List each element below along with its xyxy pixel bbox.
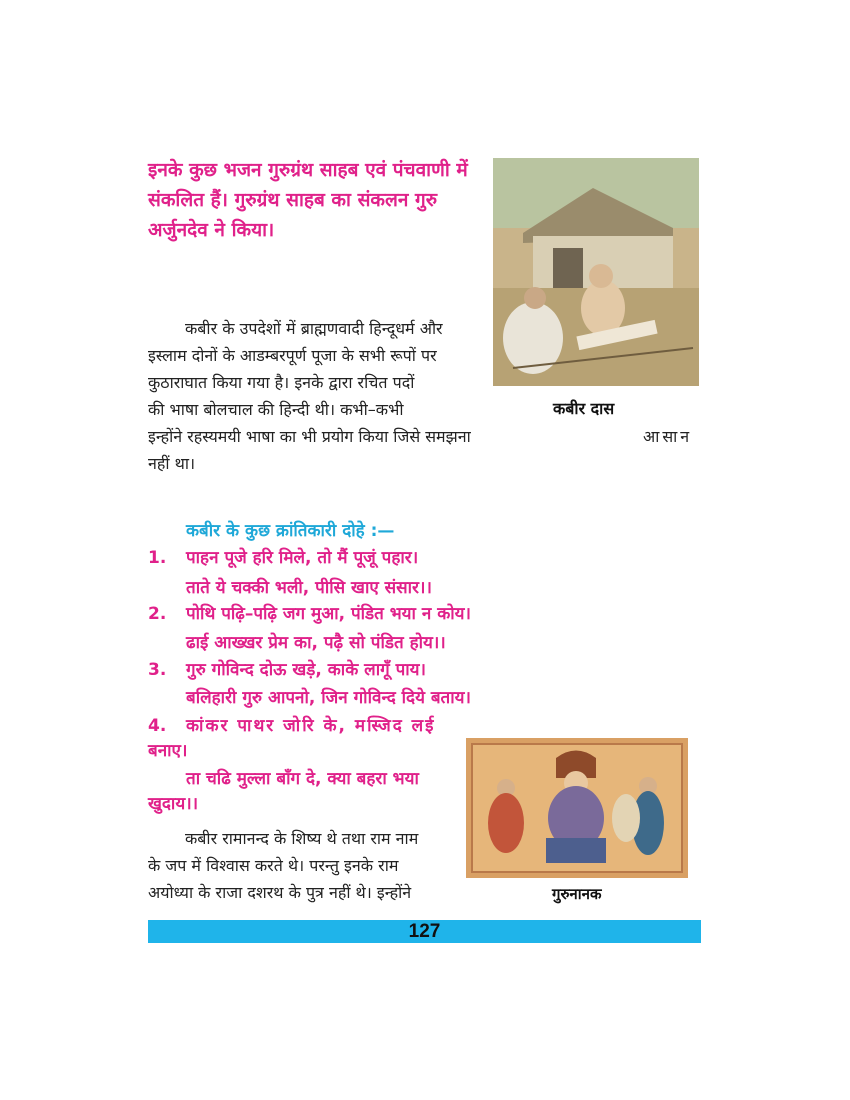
doha-4-number: 4. xyxy=(148,716,167,736)
doha-4-line-1 xyxy=(148,714,436,738)
guru-nanak-image xyxy=(466,738,688,878)
kabir-das-image xyxy=(493,158,699,386)
doha-3-text-1: गुरु गोविन्द दोऊ खड़े, काके लागूँ पाय। xyxy=(186,660,426,680)
doha-2-line-1 xyxy=(148,602,471,626)
doha-1-line-1 xyxy=(148,546,418,570)
kabir-para-line-6: नहीं था। xyxy=(148,454,196,473)
guru-nanak-caption: गुरुनानक xyxy=(552,885,602,903)
doha-1-line-2: ताते ये चक्की भली, पीसि खाए संसार।। xyxy=(186,578,432,598)
kabir-das-caption: कबीर दास xyxy=(553,399,615,418)
kabir-das-illustration xyxy=(493,158,699,386)
kabir-para-line-3: कुठाराघात किया गया है। इनके द्वारा रचित पदों xyxy=(148,373,415,392)
closing-line-2: के जप में विश्वास करते थे। परन्तु इनके राम xyxy=(148,856,399,875)
kabir-para-line-4: की भाषा बोलचाल की हिन्दी थी। कभी–कभी xyxy=(148,400,404,419)
doha-3-number: 3. xyxy=(148,660,167,680)
doha-2-text-1: पोथि पढ़ि–पढ़ि जग मुआ, पंडित भया न कोय। xyxy=(186,604,471,624)
doha-4-line-1b: बनाए। xyxy=(148,741,188,761)
page-number: 127 xyxy=(408,921,441,942)
doha-1-number: 1. xyxy=(148,548,167,568)
doha-3-line-2: बलिहारी गुरु आपनो, जिन गोविन्द दिये बताय। xyxy=(186,688,471,708)
kabir-para-line-5: इन्होंने रहस्यमयी भाषा का भी प्रयोग किया जिसे समझना xyxy=(148,427,471,446)
doha-4-line-2b: खुदाय।। xyxy=(148,794,199,814)
intro-line-3: अर्जुनदेव ने किया। xyxy=(148,219,275,241)
doha-4-line-2: ता चढि मुल्ला बाँग दे, क्या बहरा भया xyxy=(186,769,419,789)
kabir-para-line-2: इस्लाम दोनों के आडम्बरपूर्ण पूजा के सभी रूपों पर xyxy=(148,346,437,365)
guru-nanak-illustration xyxy=(466,738,688,878)
closing-line-1: कबीर रामानन्द के शिष्य थे तथा राम नाम xyxy=(185,829,419,848)
intro-line-1: इनके कुछ भजन गुरुग्रंथ साहब एवं पंचवाणी में xyxy=(148,159,468,181)
kabir-para-line-1: कबीर के उपदेशों में ब्राह्मणवादी हिन्दूधर्म और xyxy=(185,319,443,338)
dohe-heading: कबीर के कुछ क्रांतिकारी दोहे :— xyxy=(186,521,395,541)
doha-1-text-1: पाहन पूजे हरि मिले, तो मैं पूजूं पहार। xyxy=(186,548,419,568)
kabir-para-trailing-word: आसान xyxy=(643,427,693,446)
doha-2-line-2: ढाई आख्खर प्रेम का, पढ़ै सो पंडित होय।। xyxy=(186,633,446,653)
doha-2-number: 2. xyxy=(148,604,167,624)
closing-line-3: अयोध्या के राजा दशरथ के पुत्र नहीं थे। इन्होंने xyxy=(148,883,412,902)
doha-4-text-1: कांकर पाथर जोरि के, मस्जिद लई xyxy=(186,716,436,736)
page-number-bar xyxy=(148,920,701,943)
intro-line-2: संकलित हैं। गुरुग्रंथ साहब का संकलन गुरु xyxy=(148,189,438,211)
doha-3-line-1 xyxy=(148,658,426,682)
